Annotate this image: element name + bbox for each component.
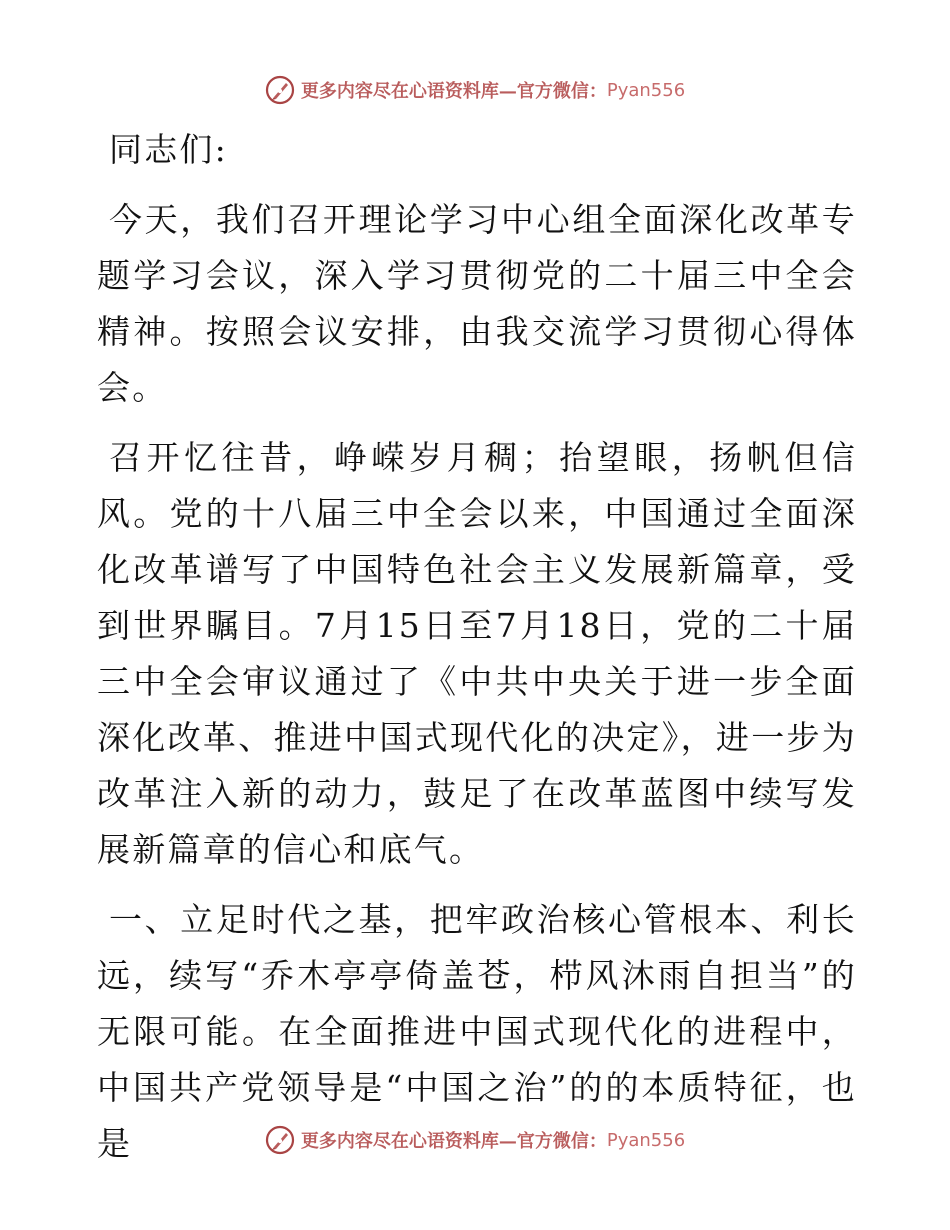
paragraph-background: 召开忆往昔，峥嵘岁月稠；抬望眼，扬帆但信风。党的十八届三中全会以来，中国通过全面深化改革谱写了中国特色社会主义发展新篇章，受到世界瞩目。7月15日至7月18日，党的二十届三中全会审议通过了《中共中央关于进一步全面深化改革、推进中国式现代化的决定》，进一步为改革注入新的动力，鼓足了在改革蓝图中续写发展新篇章的信心和底气。 [97, 438, 857, 869]
quill-pen-logo-icon [265, 75, 295, 105]
quill-pen-logo-icon [265, 1125, 295, 1155]
header-watermark-banner [0, 70, 950, 110]
footer-banner-wechat-id: Pyan556 [606, 1129, 686, 1151]
footer-banner-text: 更多内容尽在心语资料库—官方微信： [300, 1131, 607, 1152]
footer-watermark-banner [0, 1120, 950, 1160]
paragraph-section-one: 一、立足时代之基，把牢政治核心管根本、利长远，续写“乔木亭亭倚盖苍，栉风沐雨自担当”的无限可能。在全面推进中国式现代化的进程中，中国共产党领导是“中国之治”的的本质特征，也是 [97, 900, 857, 1163]
paragraph-intro: 今天，我们召开理论学习中心组全面深化改革专题学习会议，深入学习贯彻党的二十届三中全会精神。按照会议安排，由我交流学习贯彻心得体会。 [97, 200, 857, 407]
header-banner-text: 更多内容尽在心语资料库—官方微信： [300, 81, 607, 102]
header-banner-wechat-id: Pyan556 [606, 79, 686, 101]
salutation: 同志们: [109, 130, 228, 169]
document-body [97, 122, 857, 1186]
